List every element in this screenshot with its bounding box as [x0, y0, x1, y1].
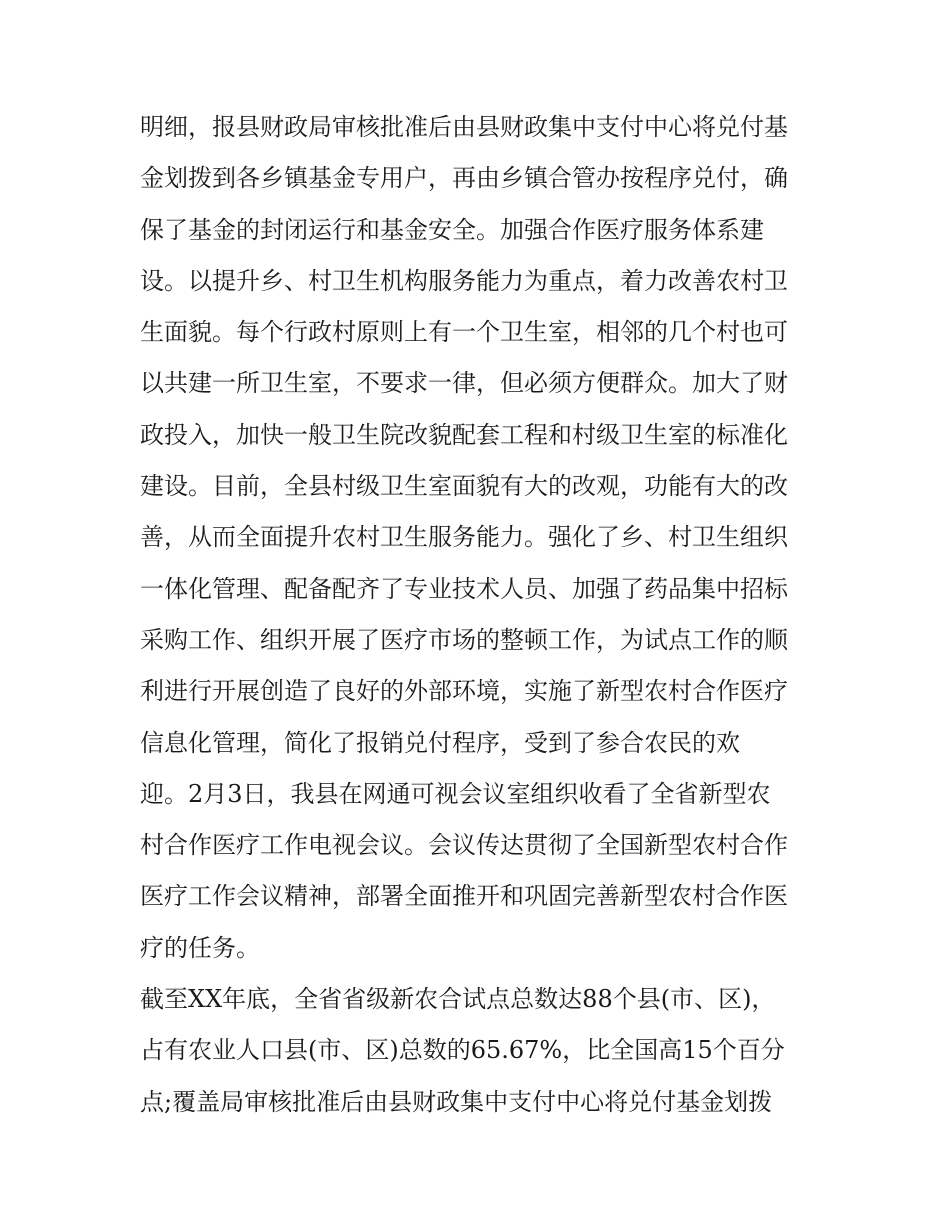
text-line: 村合作医疗工作电视会议。会议传达贯彻了全国新型农村合作 — [140, 831, 788, 860]
text-line: 政投入，加快一般卫生院改貌配套工程和村级卫生室的标准化 — [140, 420, 788, 449]
text-line: 明细，报县财政局审核批准后由县财政集中支付中心将兑付基 — [140, 113, 788, 141]
text-line: 善，从而全面提升农村卫生服务能力。强化了乡、村卫生组织 — [140, 523, 788, 552]
text-line: 建设。目前，全县村级卫生室面貌有大的改观，功能有大的改 — [140, 472, 788, 501]
text-line: 迎。2月3日，我县在网通可视会议室组织收看了全省新型农 — [140, 779, 771, 808]
text-line: 保了基金的封闭运行和基金安全。加强合作医疗服务体系建 — [140, 215, 764, 244]
text-line: 以共建一所卫生室，不要求一律，但必须方便群众。加大了财 — [140, 369, 788, 398]
text-line: 点;覆盖局审核批准后由县财政集中支付中心将兑付基金划拨 — [140, 1087, 773, 1116]
text-line: 截至XX年底，全省省级新农合试点总数达88个县(市、区)， — [140, 985, 776, 1014]
text-line: 利进行开展创造了良好的外部环境，实施了新型农村合作医疗 — [140, 677, 788, 706]
body-text — [140, 102, 820, 1128]
text-line: 一体化管理、配备配齐了专业技术人员、加强了药品集中招标 — [140, 574, 788, 603]
text-line: 疗的任务。 — [140, 933, 260, 962]
text-line: 采购工作、组织开展了医疗市场的整顿工作，为试点工作的顺 — [140, 625, 788, 654]
text-line: 信息化管理，简化了报销兑付程序，受到了参合农民的欢 — [140, 728, 740, 757]
text-line: 占有农业人口县(市、区)总数的65.67%，比全国高15个百分 — [140, 1036, 785, 1065]
text-line: 医疗工作会议精神，部署全面推开和巩固完善新型农村合作医 — [140, 882, 788, 911]
text-line: 设。以提升乡、村卫生机构服务能力为重点，着力改善农村卫 — [140, 266, 788, 295]
text-line: 金划拨到各乡镇基金专用户，再由乡镇合管办按程序兑付，确 — [140, 164, 788, 193]
text-line: 生面貌。每个行政村原则上有一个卫生室，相邻的几个村也可 — [140, 318, 788, 347]
